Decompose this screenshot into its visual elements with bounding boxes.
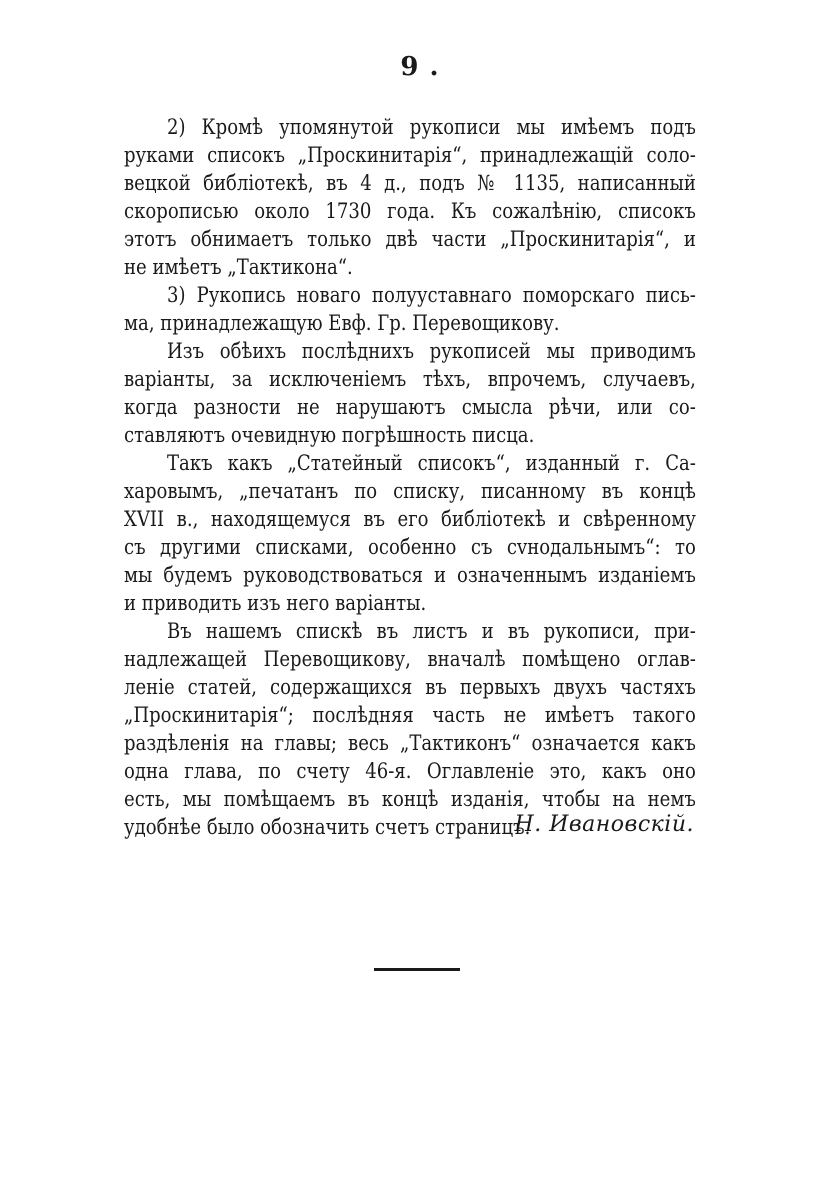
text-line: скорописью около 1730 года. Къ сожалѣнію, списокъ <box>124 199 696 223</box>
text-line: 3) Рукопись новаго полууставнаго поморскаго пись- <box>167 283 696 307</box>
text-line: Такъ какъ „Статейный списокъ“, изданный г. Са- <box>167 451 696 475</box>
text-line: ма, принадлежащую Евф. Гр. Перевощикову. <box>124 311 560 335</box>
body-text <box>124 113 696 841</box>
text-line: раздѣленія на главы; весь „Тактиконъ“ означается какъ <box>124 731 696 755</box>
text-line: этотъ обнимаетъ только двѣ части „Проскинитарія“, и <box>124 227 696 251</box>
author-signature: Н. Ивановскій. <box>514 812 694 837</box>
text-line: есть, мы помѣщаемъ въ концѣ изданія, чтобы на немъ <box>124 787 696 811</box>
text-line: не имѣетъ „Тактикона“. <box>124 255 353 279</box>
text-line: удобнѣе было обозначить счетъ страницъ. <box>124 815 531 839</box>
text-line: харовымъ, „печатанъ по списку, писанному въ концѣ <box>124 479 696 503</box>
text-line: и приводить изъ него варіанты. <box>124 591 427 615</box>
text-line: леніе статей, содержащихся въ первыхъ двухъ частяхъ <box>124 675 696 699</box>
text-line: „Проскинитарія“; послѣдняя часть не имѣетъ такого <box>124 703 696 727</box>
text-line: надлежащей Перевощикову, вначалѣ помѣщено оглав- <box>124 647 696 671</box>
text-line: руками списокъ „Проскинитарія“, принадлежащій соло- <box>124 143 696 167</box>
text-line: Въ нашемъ спискѣ въ листъ и въ рукописи, при- <box>167 619 696 643</box>
text-line: 2) Кромѣ упомянутой рукописи мы имѣемъ подъ <box>167 115 696 139</box>
end-rule <box>374 968 460 971</box>
text-line: когда разности не нарушаютъ смысла рѣчи, или со- <box>124 395 696 419</box>
text-line: XVII в., находящемуся въ его библіотекѣ и свѣренному <box>124 507 696 531</box>
text-line: варіанты, за исключеніемъ тѣхъ, впрочемъ, случаевъ, <box>124 367 696 391</box>
text-line: одна глава, по счету 46-я. Оглавленіе это, какъ оно <box>124 759 696 783</box>
page-number: 9 . <box>400 52 440 82</box>
text-line: Изъ обѣихъ послѣднихъ рукописей мы приводимъ <box>167 339 696 363</box>
text-line: ставляютъ очевидную погрѣшность писца. <box>124 423 535 447</box>
text-line: вецкой библіотекѣ, въ 4 д., подъ № 1135, написанный <box>124 171 696 195</box>
text-line: съ другими списками, особенно съ сvнодальнымъ“: то <box>124 535 696 559</box>
text-line: мы будемъ руководствоваться и означеннымъ изданіемъ <box>124 563 696 587</box>
